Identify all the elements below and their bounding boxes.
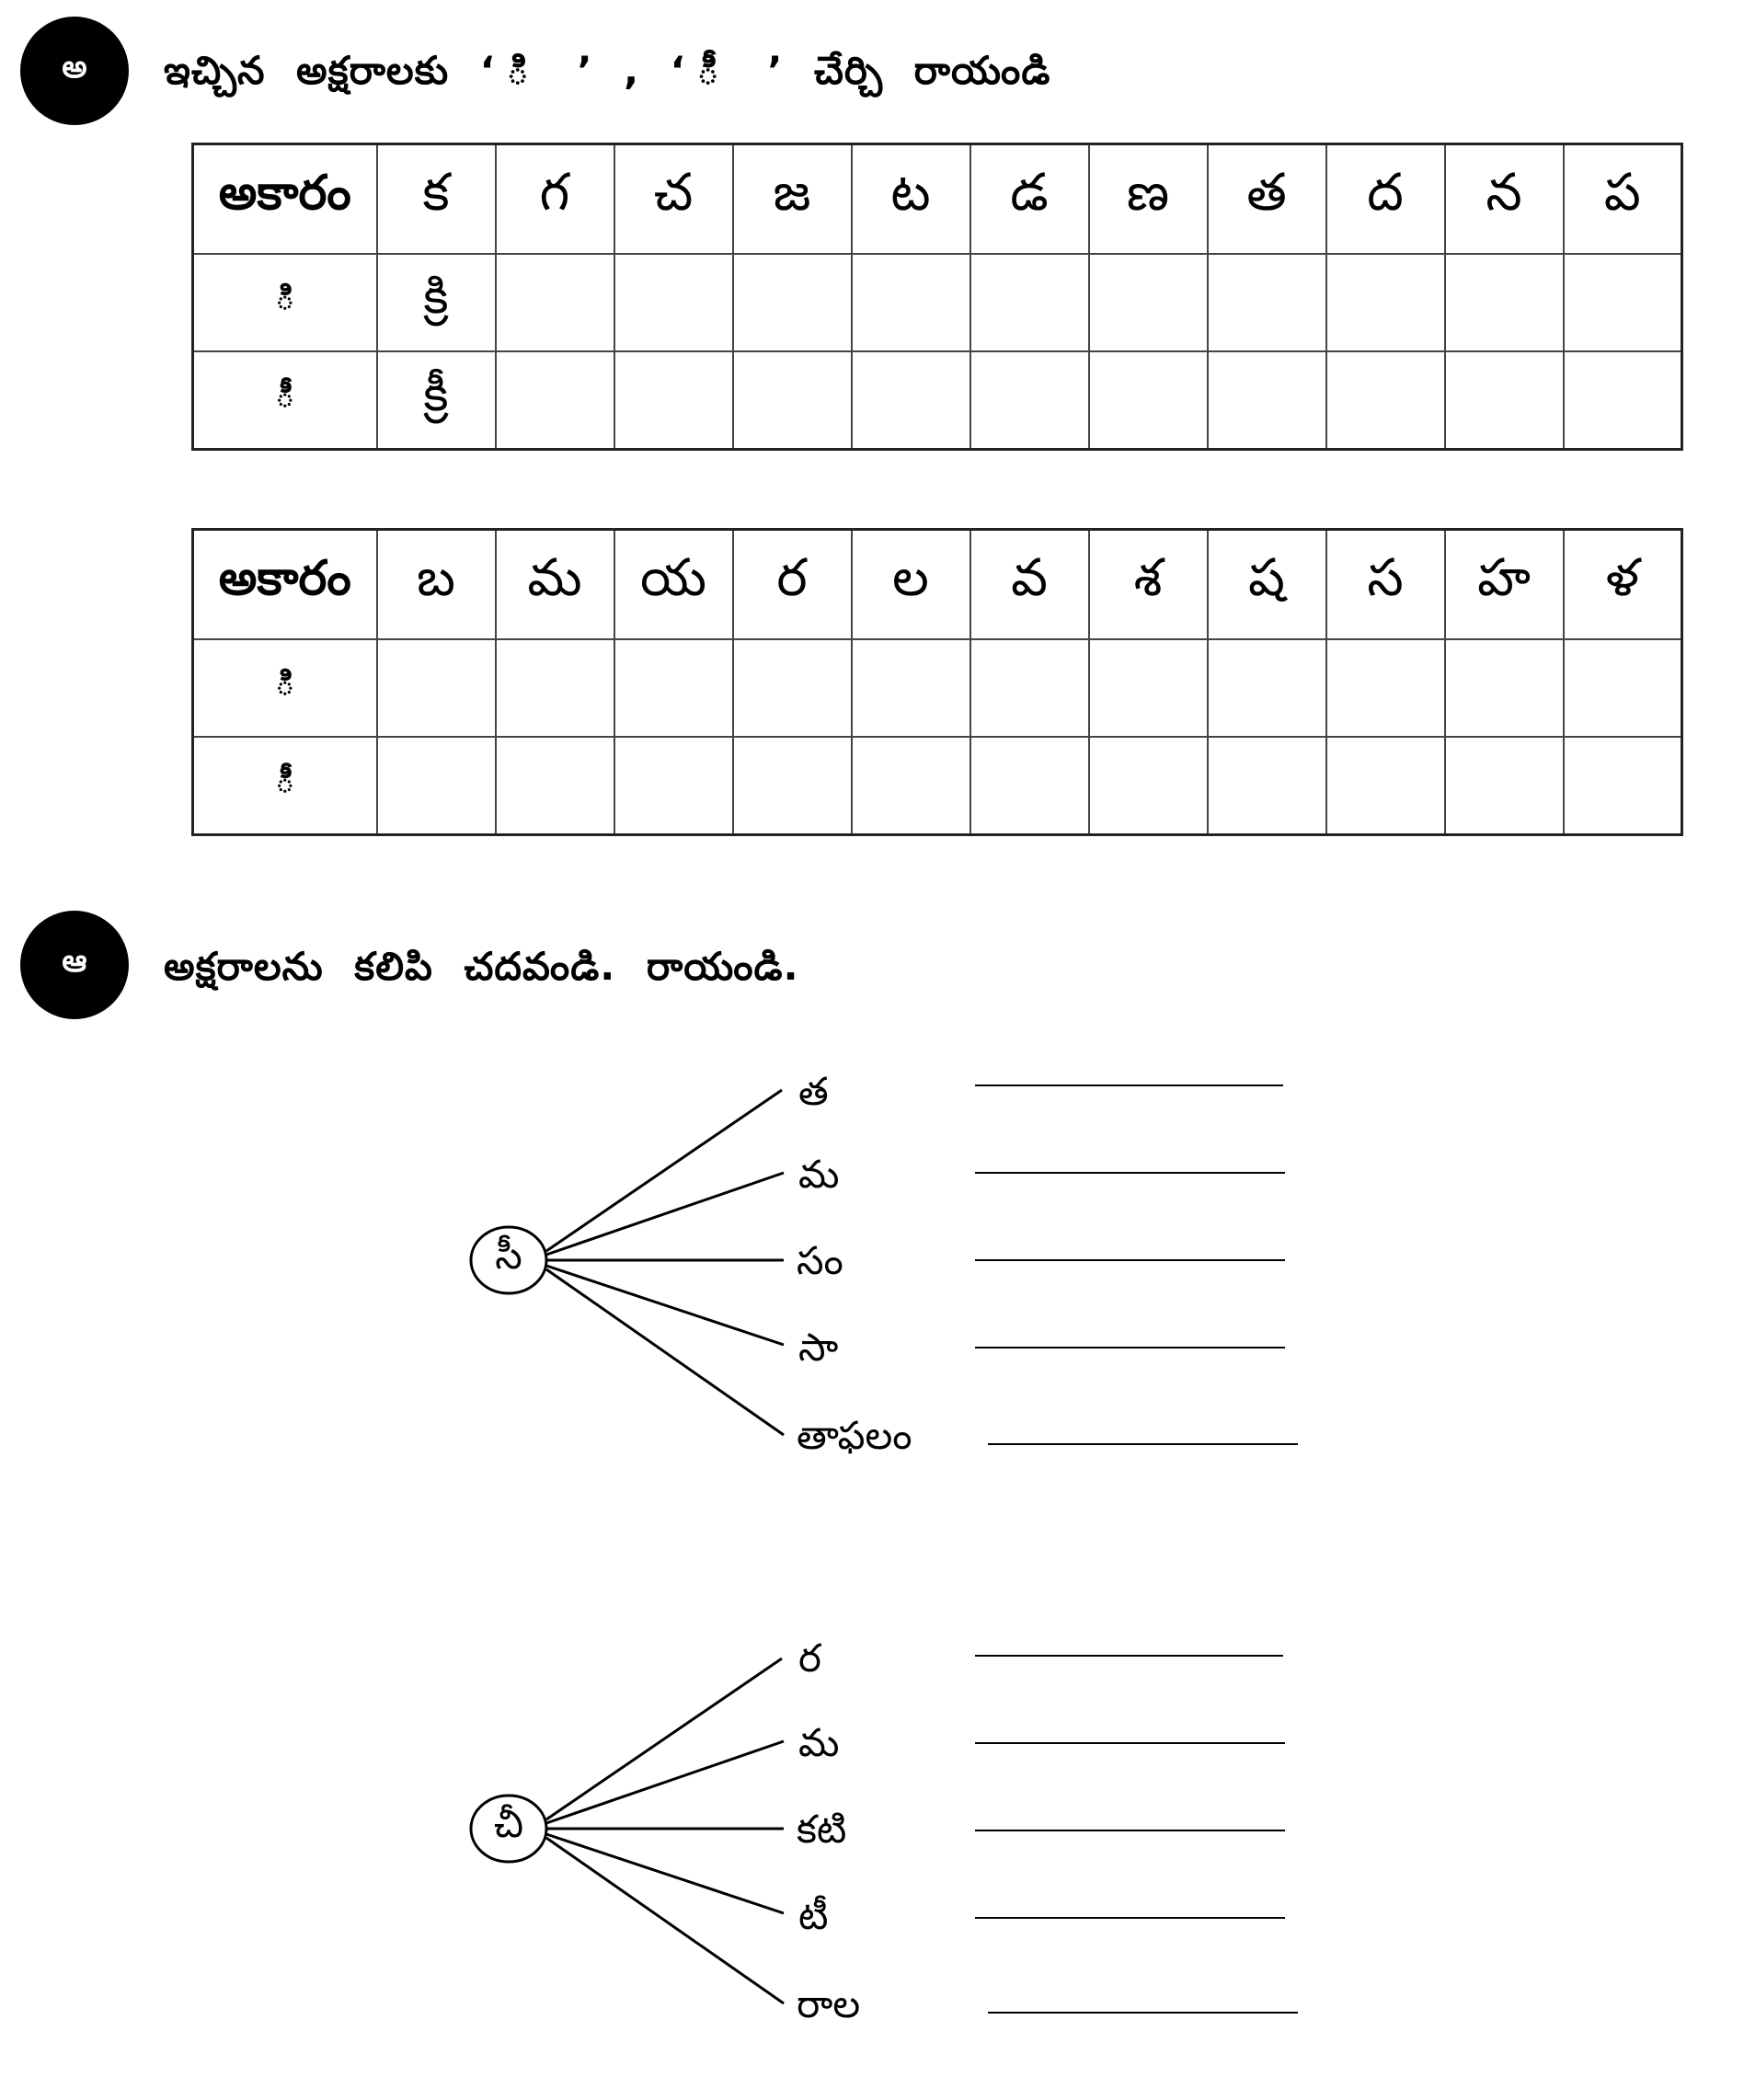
branch-syllable: తాఫలం (797, 1413, 912, 1458)
branch-line (546, 1173, 784, 1255)
letter-cell: ర (733, 530, 852, 640)
branch-syllable: సా (798, 1325, 839, 1370)
centre-syllable: చీ (493, 1801, 524, 1846)
letter-cell: ష (1208, 530, 1326, 640)
letter-cell: ద (1326, 144, 1445, 255)
branch-line (546, 1090, 782, 1251)
letter-cell: ట (852, 144, 970, 255)
branch-syllable: మ (798, 1720, 840, 1765)
branch-syllable: కటి (797, 1807, 847, 1852)
branch-syllable: మ (798, 1152, 840, 1197)
letter-cell: త (1208, 144, 1326, 255)
centre-syllable: సీ (495, 1233, 522, 1278)
letter-cell: ల (852, 530, 970, 640)
branch-line (546, 1838, 784, 2003)
letter-cell: ణ (1089, 144, 1208, 255)
branch-syllable: ర (798, 1635, 821, 1681)
row-label-cell: ి (193, 639, 377, 737)
letter-cell: జ (733, 144, 852, 255)
letter-cell: గ (496, 144, 614, 255)
header-label-cell: అకారం (193, 144, 377, 255)
letter-cell: మ (496, 530, 614, 640)
header-label-cell: అకారం (193, 530, 377, 640)
row-label-cell: ీ (193, 351, 377, 450)
branch-syllable: త (798, 1069, 829, 1114)
section-a-instruction: ఇచ్చిన అక్షరాలకు ‘ ి ’ , ‘ ీ ’ చేర్చి రాయండి (164, 48, 1051, 93)
branch-line (546, 1269, 784, 1435)
section-b-instruction: అక్షరాలను కలిపి చదవండి. రాయండి. (164, 944, 799, 989)
branch-line (546, 1834, 784, 1913)
word-web-1 (471, 1085, 1298, 1444)
word-web-2 (471, 1656, 1298, 2013)
row-label-cell: ీ (193, 737, 377, 835)
letter-cell: క (377, 144, 496, 255)
section-a-badge-letter: అ (62, 49, 87, 86)
letter-cell: స (1326, 530, 1445, 640)
letter-cell: చ (614, 144, 733, 255)
branch-line (546, 1266, 784, 1345)
letter-cell: హ (1445, 530, 1564, 640)
branch-line (546, 1658, 782, 1819)
branch-line (546, 1741, 784, 1823)
branch-syllable: సం (797, 1238, 843, 1283)
row-label-cell: ి (193, 254, 377, 351)
letter-cell: ళ (1564, 530, 1682, 640)
letter-cell: బ (377, 530, 496, 640)
letter-cell: ప (1564, 144, 1682, 255)
letter-cell: శ (1089, 530, 1208, 640)
branch-syllable: టీ (798, 1893, 829, 1938)
letter-cell: న (1445, 144, 1564, 255)
section-b-badge-letter: ఆ (62, 943, 87, 980)
branch-syllable: రాల (797, 1981, 861, 2026)
letter-cell: వ (970, 530, 1089, 640)
letter-cell: డ (970, 144, 1089, 255)
letter-cell: య (614, 530, 733, 640)
answer-cell[interactable]: క్రీ (377, 351, 496, 450)
answer-cell[interactable]: క్రి (377, 254, 496, 351)
